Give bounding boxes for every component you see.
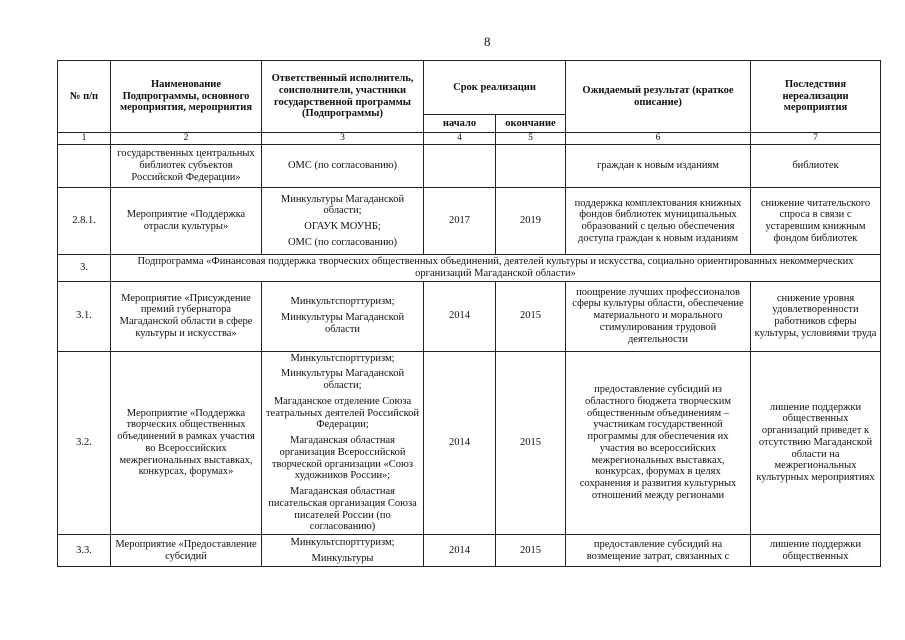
row-end: 2015 xyxy=(496,281,566,351)
row-start: 2014 xyxy=(424,351,496,535)
row-end: 2019 xyxy=(496,188,566,255)
header-end: окончание xyxy=(496,115,566,133)
executor-item: Минкультуры xyxy=(311,552,374,564)
executor-item: ОМС (по согласованию) xyxy=(287,236,398,248)
row-result: предоставление субсидий из областного бюджета творческим общественным объединениям – участникам государственной программы для обеспечения их участия во всероссийских межрегиональных выставках, конкурсах, форумах в целях сохранения и развития культурных отношений между регионами xyxy=(566,351,751,535)
table-row xyxy=(58,351,881,535)
row-name: Мероприятие «Поддержка отрасли культуры» xyxy=(111,188,262,255)
row-num: 3.1. xyxy=(58,281,111,351)
column-number: 3 xyxy=(262,133,424,145)
row-result: предоставление субсидий на возмещение затрат, связанных с xyxy=(566,535,751,567)
executor-item: Магаданская областная организация Всероссийской творческой организации «Союз художников России»; xyxy=(271,435,414,482)
executor-item: ОМС (по согласованию) xyxy=(287,160,398,172)
row-consequence: лишение поддержки общественных xyxy=(751,535,881,567)
header-num: № п/п xyxy=(58,61,111,133)
header-consequence: Последствия нереализации мероприятия xyxy=(751,61,881,133)
row-executors xyxy=(262,351,424,535)
column-numbers-row xyxy=(58,133,881,145)
row-num: 3.3. xyxy=(58,535,111,567)
executor-item: Минкультспорттуризм; xyxy=(290,536,395,548)
row-result: граждан к новым изданиям xyxy=(566,145,751,188)
row-executors xyxy=(262,145,424,188)
column-number: 5 xyxy=(496,133,566,145)
column-number: 2 xyxy=(111,133,262,145)
row-end: 2015 xyxy=(496,535,566,567)
row-start: 2017 xyxy=(424,188,496,255)
column-number: 4 xyxy=(424,133,496,145)
row-name: Мероприятие «Поддержка творческих общественных объединений в рамках участия во Всероссийских межрегиональных выставках, конкурсах, форумах» xyxy=(111,351,262,535)
row-end xyxy=(496,145,566,188)
row-executors xyxy=(262,535,424,567)
row-start xyxy=(424,145,496,188)
subprogram-title: Подпрограмма «Финансовая поддержка творческих общественных объединений, деятелей культуры и искусства, социально ориентированных некоммерческих организаций Магаданской области» xyxy=(111,255,881,282)
subprogram-row xyxy=(58,255,881,282)
row-name: Мероприятие «Предоставление субсидий xyxy=(111,535,262,567)
row-num: 2.8.1. xyxy=(58,188,111,255)
row-consequence: снижение уровня удовлетворенности работников сферы культуры, условиями труда xyxy=(751,281,881,351)
executor-item: Минкультуры Магаданской области xyxy=(280,312,405,335)
row-executors xyxy=(262,281,424,351)
header-start: начало xyxy=(424,115,496,133)
row-num xyxy=(58,145,111,188)
executor-item: Магаданская областная писательская организация Союза писателей России (по согласованию) xyxy=(268,486,417,533)
page-number: 8 xyxy=(484,34,491,49)
column-number: 6 xyxy=(566,133,751,145)
column-number: 7 xyxy=(751,133,881,145)
table-row xyxy=(58,281,881,351)
row-consequence: лишение поддержки общественных организаций приведет к отсутствию Магаданской области на межрегиональных культурных мероприятиях xyxy=(751,351,881,535)
row-executors xyxy=(262,188,424,255)
row-consequence: библиотек xyxy=(751,145,881,188)
table-row xyxy=(58,535,881,567)
executor-item: ОГАУК МОУНБ; xyxy=(304,221,381,232)
executor-item: Минкультуры Магаданской области; xyxy=(280,193,405,217)
header-result: Ожидаемый результат (краткое описание) xyxy=(566,61,751,133)
row-num: 3.2. xyxy=(58,351,111,535)
header-name: Наименование Подпрограммы, основного мероприятия, мероприятия xyxy=(111,61,262,133)
row-result: поощрение лучших профессионалов сферы культуры области, обеспечение материального и морального стимулирования трудовой деятельности xyxy=(566,281,751,351)
executor-item: Минкультспорттуризм; xyxy=(290,296,395,308)
row-start: 2014 xyxy=(424,535,496,567)
executor-item: Магаданское отделение Союза театральных деятелей Российской Федерации; xyxy=(265,395,420,431)
table-row xyxy=(58,145,881,188)
row-name: государственных центральных библиотек субъектов Российской Федерации» xyxy=(111,145,262,188)
column-number: 1 xyxy=(58,133,111,145)
row-end: 2015 xyxy=(496,351,566,535)
program-activities-table xyxy=(57,60,881,567)
row-result: поддержка комплектования книжных фондов библиотек муниципальных образований с целью обеспечения доступа граждан к новым изданиям xyxy=(566,188,751,255)
row-name: Мероприятие «Присуждение премий губернатора Магаданской области в сфере культуры и искусства» xyxy=(111,281,262,351)
executor-item: Минкультспорттуризм; xyxy=(290,352,395,364)
row-start: 2014 xyxy=(424,281,496,351)
header-executor: Ответственный исполнитель, соисполнители, участники государственной программы (Подпрограммы) xyxy=(262,61,424,133)
header-period: Срок реализации xyxy=(424,61,566,115)
row-consequence: снижение читательского спроса в связи с устаревшим книжным фондом библиотек xyxy=(751,188,881,255)
row-num: 3. xyxy=(58,255,111,282)
executor-item: Минкультуры Магаданской области; xyxy=(280,368,405,391)
table-row xyxy=(58,188,881,255)
